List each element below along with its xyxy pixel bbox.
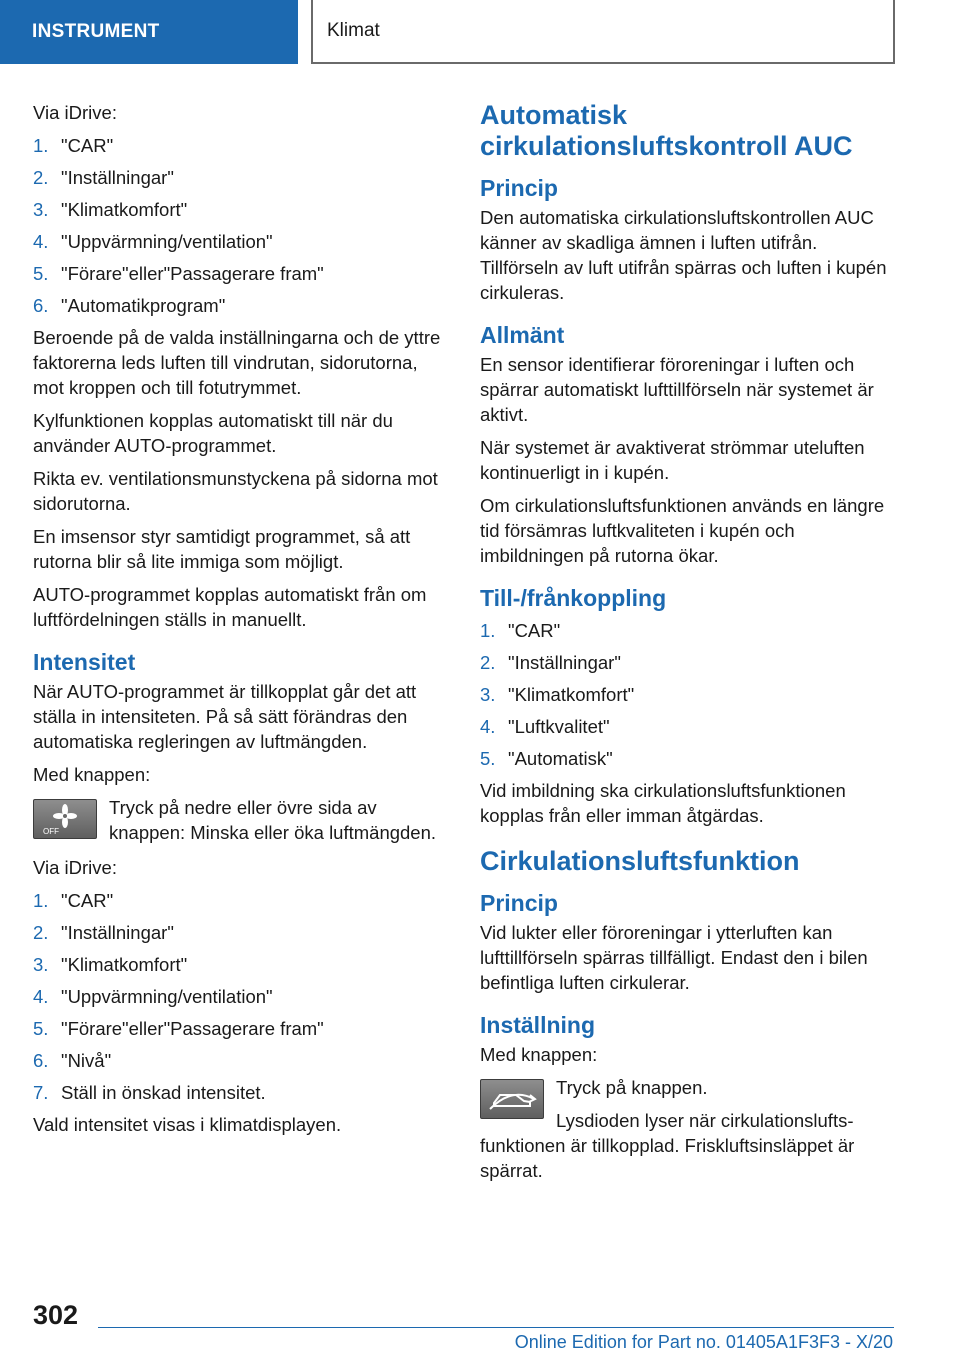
edition-note: Online Edition for Part no. 01405A1F3F3 - X/20 — [514, 1332, 893, 1352]
paragraph: Rikta ev. ventilationsmunstyckena på sidorna mot sidorutorna. — [33, 468, 438, 514]
step-text: "Klimatkomfort" — [61, 199, 188, 220]
paragraph: funktionen är tillkopplad. Friskluftsinsläppet är spärrat. — [480, 1135, 855, 1181]
step-text: "Uppvärmning/ventilation" — [61, 986, 273, 1007]
recirc-text-line: Lysdioden lyser när cirkulationslufts- — [556, 1110, 854, 1131]
recirc-button-row — [480, 1075, 900, 1133]
recirc-button-description — [556, 1075, 900, 1133]
list-item — [33, 1016, 448, 1041]
list-item — [33, 229, 448, 254]
list-item — [33, 888, 448, 913]
list-item — [480, 714, 900, 739]
via-idrive-label: Via iDrive: — [33, 857, 117, 878]
idrive-steps-list — [33, 888, 448, 1105]
via-idrive-label: Via iDrive: — [33, 102, 117, 123]
step-number: 1. — [33, 890, 49, 911]
step-number: 3. — [33, 954, 49, 975]
step-text: "Luftkvalitet" — [508, 716, 610, 737]
step-number: 2. — [480, 652, 496, 673]
step-text: "CAR" — [508, 620, 561, 641]
footer-divider — [98, 1327, 894, 1328]
recirc-button-icon — [480, 1079, 544, 1119]
left-column — [33, 100, 448, 1145]
step-number: 4. — [33, 986, 49, 1007]
step-text: "Klimatkomfort" — [61, 954, 188, 975]
list-item — [33, 293, 448, 318]
paragraph: Vid imbildning ska cirkulationsluftsfunktionen kopplas från eller imman åtgärdas. — [480, 780, 846, 826]
step-text: "Automatisk" — [508, 748, 613, 769]
paragraph: Kylfunktionen kopplas automatiskt till när du använder AUTO-programmet. — [33, 410, 393, 456]
installning-heading: Inställning — [480, 1012, 595, 1038]
fan-off-label: OFF — [43, 827, 59, 836]
recirc-text-line: Tryck på knappen. — [556, 1077, 708, 1098]
step-text: "CAR" — [61, 135, 114, 156]
step-text: "Inställningar" — [508, 652, 621, 673]
intensitet-heading: Intensitet — [33, 649, 136, 675]
right-column — [480, 100, 900, 1191]
step-text: Ställ in önskad intensitet. — [61, 1082, 266, 1103]
paragraph: AUTO-programmet kopplas automatiskt från om luftfördelningen ställs in manuellt. — [33, 584, 427, 630]
paragraph: När AUTO-programmet är tillkopplat går det att ställa in intensiteten. På så sätt förändras den automatiska regleringen av luftmängden. — [33, 681, 417, 752]
list-item — [480, 682, 900, 707]
list-item — [480, 650, 900, 675]
step-number: 2. — [33, 167, 49, 188]
cirkulation-heading: Cirkulationsluftsfunktion — [480, 846, 800, 876]
step-text: "Nivå" — [61, 1050, 112, 1071]
step-number: 4. — [33, 231, 49, 252]
paragraph: Om cirkulationsluftsfunktionen används en längre tid försämras luftkvaliteten i kupén och imbildningen på rutorna ökar. — [480, 495, 885, 566]
fan-icon — [35, 801, 95, 837]
step-number: 3. — [33, 199, 49, 220]
list-item — [33, 984, 448, 1009]
step-number: 1. — [480, 620, 496, 641]
page-number: 302 — [33, 1300, 79, 1330]
paragraph: När systemet är avaktiverat strömmar uteluften kontinuerligt in i kupén. — [480, 437, 865, 483]
step-text: "Automatikprogram" — [61, 295, 226, 316]
step-number: 5. — [33, 1018, 49, 1039]
step-number: 6. — [33, 1050, 49, 1071]
fan-button-icon — [33, 799, 97, 839]
step-text: "Förare"eller"Passagerare fram" — [61, 1018, 324, 1039]
list-item — [33, 197, 448, 222]
paragraph: Vald intensitet visas i klimatdisplayen. — [33, 1114, 342, 1135]
chapter-title: Klimat — [311, 0, 895, 64]
fan-button-description: Tryck på nedre eller övre sida av knappen: Minska eller öka luftmängden. — [109, 797, 437, 843]
step-text: "Förare"eller"Passagerare fram" — [61, 263, 324, 284]
step-number: 7. — [33, 1082, 49, 1103]
idrive-steps-list — [33, 133, 448, 318]
list-item — [33, 1080, 448, 1105]
fan-button-row — [33, 795, 448, 845]
step-number: 3. — [480, 684, 496, 705]
paragraph: Den automatiska cirkulationsluftskontrollen AUC känner av skadliga ämnen i luften utifrån. Tillförseln av luft utifrån spärras och luften i kupén cirkuleras. — [480, 207, 887, 303]
step-number: 5. — [33, 263, 49, 284]
step-text: "CAR" — [61, 890, 114, 911]
list-item — [480, 618, 900, 643]
paragraph: En imsensor styr samtidigt programmet, så att rutorna blir så lite immiga som möjligt. — [33, 526, 411, 572]
list-item — [33, 920, 448, 945]
princip-heading: Princip — [480, 175, 558, 201]
step-number: 4. — [480, 716, 496, 737]
list-item — [480, 746, 900, 771]
step-number: 6. — [33, 295, 49, 316]
princip-heading: Princip — [480, 890, 558, 916]
step-text: "Inställningar" — [61, 167, 174, 188]
list-item — [33, 165, 448, 190]
med-knappen-label: Med knappen: — [33, 764, 151, 785]
auc-heading: Automatisk cirkulationsluftskontroll AUC — [480, 100, 853, 161]
list-item — [33, 261, 448, 286]
list-item — [33, 1048, 448, 1073]
section-tab: INSTRUMENT — [0, 0, 298, 64]
step-text: "Uppvärmning/ventilation" — [61, 231, 273, 252]
recirculation-car-icon — [482, 1081, 542, 1117]
tillfran-heading: Till-/frånkoppling — [480, 585, 667, 611]
step-text: "Klimatkomfort" — [508, 684, 635, 705]
allmant-heading: Allmänt — [480, 322, 565, 348]
list-item — [33, 133, 448, 158]
paragraph: Beroende på de valda inställningarna och de yttre faktorerna leds luften till vindrutan, sidorutorna, mot kroppen och till fotutrymmet. — [33, 327, 441, 398]
paragraph: En sensor identifierar föroreningar i luften och spärrar automatiskt lufttillförseln när systemet är aktivt. — [480, 354, 874, 425]
step-text: "Inställningar" — [61, 922, 174, 943]
med-knappen-label: Med knappen: — [480, 1044, 598, 1065]
step-number: 5. — [480, 748, 496, 769]
idrive-steps-list — [480, 618, 900, 771]
list-item — [33, 952, 448, 977]
step-number: 2. — [33, 922, 49, 943]
step-number: 1. — [33, 135, 49, 156]
paragraph: Vid lukter eller föroreningar i ytterluften kan lufttillförseln spärras tillfälligt. Endast den i bilen befintliga luften cirkulerar. — [480, 922, 868, 993]
